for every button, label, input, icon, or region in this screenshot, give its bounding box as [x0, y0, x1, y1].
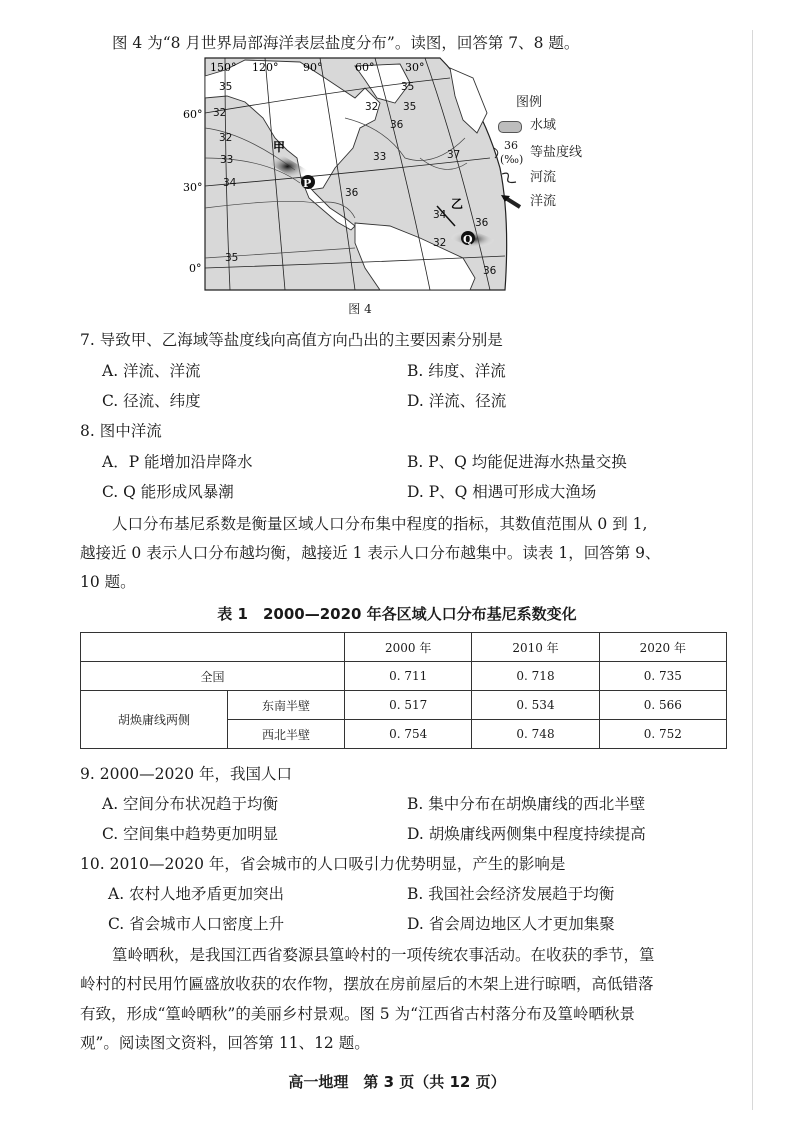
- q9-stem: 9. 2000—2020 年，我国人口: [80, 765, 293, 783]
- table-cell: 0. 718: [472, 662, 599, 691]
- legend-water: 水域: [530, 118, 557, 133]
- lat-label: 60°: [183, 108, 203, 121]
- river-icon: [500, 171, 520, 185]
- table-cell: 0. 711: [345, 662, 472, 691]
- huangling-passage-line3: 有致，形成“篁岭晒秋”的美丽乡村景观。图 5 为“江西省古村落分布及篁岭晒秋景: [80, 1005, 635, 1023]
- huangling-passage-line1: 篁岭晒秋，是我国江西省婺源县篁岭村的一项传统农事活动。在收获的季节，篁: [112, 946, 655, 964]
- q10-stem: 10. 2010—2020 年，省会城市的人口吸引力优势明显，产生的影响是: [80, 855, 566, 873]
- q8-stem: 8. 图中洋流: [80, 422, 162, 440]
- q10-option-d[interactable]: D. 省会周边地区人才更加集聚: [407, 915, 615, 933]
- isoline-label: 36: [345, 187, 359, 199]
- table-cell: 0. 752: [599, 720, 726, 749]
- isoline-label: 34: [223, 177, 237, 189]
- q7-option-c[interactable]: C. 径流、纬度: [102, 392, 201, 410]
- q8-option-c[interactable]: C. Q 能形成风暴潮: [102, 483, 234, 501]
- table-row: [81, 691, 727, 720]
- isoline-label: 36: [483, 265, 497, 277]
- q8-option-a[interactable]: A．P 能增加沿岸降水: [102, 453, 253, 471]
- page-footer: 高一地理 第 3 页（共 12 页）: [288, 1073, 506, 1091]
- huangling-passage-line2: 岭村的村民用竹匾盛放收获的农作物，摆放在房前屋后的木架上进行晾晒，高低错落: [80, 975, 654, 993]
- isoline-label: 36: [475, 217, 489, 229]
- legend-title: 图例: [516, 95, 543, 110]
- row-label-national: 全国: [81, 662, 345, 691]
- current-arrow-icon: [500, 193, 522, 209]
- lon-label: 150°: [210, 61, 237, 74]
- table-header-blank: [81, 633, 345, 662]
- table-header-cell: 2010 年: [472, 633, 599, 662]
- gini-passage-line2: 越接近 0 表示人口分布越均衡，越接近 1 表示人口分布越集中。读表 1，回答第 9、: [80, 544, 661, 562]
- isoline-label: 32: [365, 101, 379, 113]
- intro-fig4: 图 4 为“8 月世界局部海洋表层盐度分布”。读图，回答第 7、8 题。: [112, 34, 580, 52]
- label-yi: 乙: [451, 197, 464, 211]
- lon-label: 60°: [355, 61, 375, 74]
- table-header-cell: 2000 年: [345, 633, 472, 662]
- huangling-passage-line4: 观”。阅读图文资料，回答第 11、12 题。: [80, 1034, 370, 1052]
- legend-current: 洋流: [530, 194, 557, 209]
- isoline-label: 32: [433, 237, 447, 249]
- row-label-southeast: 东南半壁: [228, 691, 345, 720]
- table-cell: 0. 735: [599, 662, 726, 691]
- row-label-northwest: 西北半壁: [228, 720, 345, 749]
- lon-label: 30°: [405, 61, 425, 74]
- q8-option-b[interactable]: B. P、Q 均能促进海水热量交换: [407, 453, 627, 471]
- q9-option-c[interactable]: C. 空间集中趋势更加明显: [102, 825, 279, 843]
- isoline-label: 35: [219, 81, 233, 93]
- table-cell: 0. 534: [472, 691, 599, 720]
- q9-option-b[interactable]: B. 集中分布在胡焕庸线的西北半壁: [407, 795, 646, 813]
- isoline-label: 35: [225, 252, 239, 264]
- isoline-label: 33: [373, 151, 387, 163]
- q7-option-b[interactable]: B. 纬度、洋流: [407, 362, 506, 380]
- table-cell: 0. 566: [599, 691, 726, 720]
- isoline-label: 35: [403, 101, 417, 113]
- table-cell: 0. 754: [345, 720, 472, 749]
- isoline-label: 35: [401, 81, 415, 93]
- gini-table: [80, 632, 727, 749]
- q7-stem: 7. 导致甲、乙海域等盐度线向高值方向凸出的主要因素分别是: [80, 331, 503, 349]
- legend-isohaline-unit: (‰): [500, 153, 524, 166]
- table-cell: 0. 748: [472, 720, 599, 749]
- legend-isohaline-value: 36: [504, 139, 518, 152]
- q8-option-d[interactable]: D. P、Q 相遇可形成大渔场: [407, 483, 597, 501]
- table-header-row: [81, 633, 727, 662]
- isoline-label: 37: [447, 149, 461, 161]
- q7-option-a[interactable]: A. 洋流、洋流: [102, 362, 201, 380]
- isoline-label: 36: [390, 119, 404, 131]
- label-p: P: [303, 177, 312, 190]
- gini-passage-line3: 10 题。: [80, 573, 136, 591]
- q9-option-d[interactable]: D. 胡焕庸线两侧集中程度持续提高: [407, 825, 646, 843]
- legend-water-swatch: [498, 121, 522, 133]
- legend-river: 河流: [530, 170, 557, 185]
- salinity-map: [183, 58, 515, 290]
- label-jia: 甲: [273, 140, 286, 154]
- q10-option-c[interactable]: C. 省会城市人口密度上升: [108, 915, 285, 933]
- salinity-map-svg: [183, 58, 515, 290]
- lat-label: 30°: [183, 181, 203, 194]
- lat-label: 0°: [189, 262, 202, 275]
- table-row: [81, 662, 727, 691]
- page-edge-rule: [752, 30, 753, 1110]
- table-cell: 0. 517: [345, 691, 472, 720]
- isoline-label: 34: [433, 209, 447, 221]
- q9-option-a[interactable]: A. 空间分布状况趋于均衡: [102, 795, 279, 813]
- gini-passage-line1: 人口分布基尼系数是衡量区域人口分布集中程度的指标，其数值范围从 0 到 1,: [112, 515, 648, 533]
- row-group-label: 胡焕庸线两侧: [81, 691, 228, 749]
- legend-isohaline: 等盐度线: [530, 145, 583, 160]
- isoline-label: 32: [213, 107, 227, 119]
- table1-title: 表 1 2000—2020 年各区域人口分布基尼系数变化: [217, 605, 577, 623]
- table-header-cell: 2020 年: [599, 633, 726, 662]
- isoline-label: 32: [219, 132, 233, 144]
- q10-option-a[interactable]: A. 农村人地矛盾更加突出: [108, 885, 285, 903]
- lon-label: 120°: [252, 61, 279, 74]
- isoline-label: 33: [220, 154, 234, 166]
- q7-option-d[interactable]: D. 洋流、径流: [407, 392, 507, 410]
- label-q: Q: [463, 233, 473, 246]
- lon-label: 90°: [303, 61, 323, 74]
- q10-option-b[interactable]: B. 我国社会经济发展趋于均衡: [407, 885, 615, 903]
- figure-caption: 图 4: [348, 302, 372, 316]
